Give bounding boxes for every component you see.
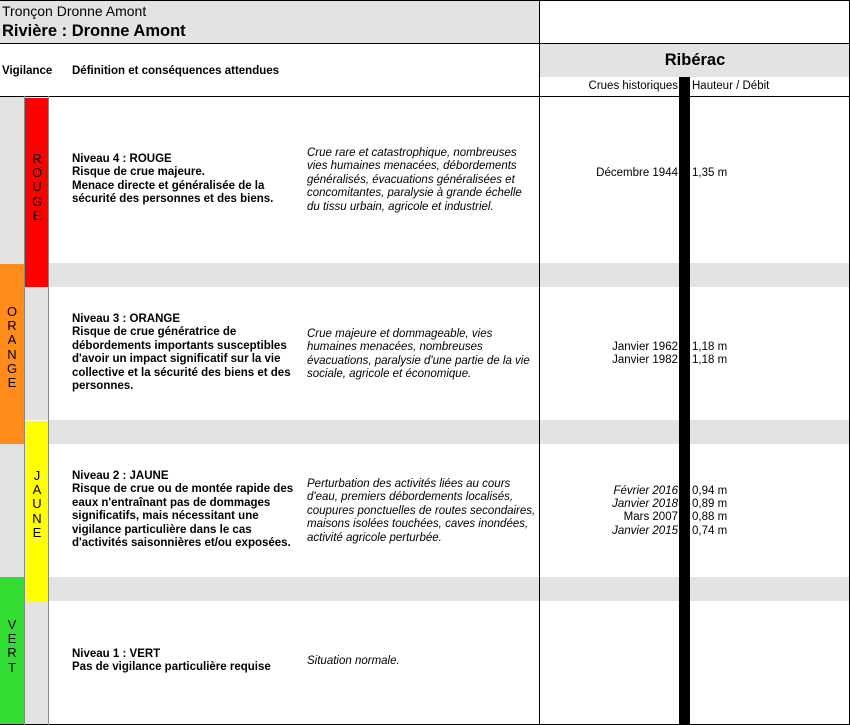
crue-hauteur: 0,89 m — [692, 498, 728, 511]
grid-line — [48, 96, 49, 725]
level-3-crues-hauteurs — [692, 341, 727, 367]
level-3-definition: Niveau 3 : ORANGE Risque de crue génératrice de débordements importants susceptibles d'avoir un impact significatif sur la vie collective et la sécurité des biens et des personnes. — [72, 313, 291, 393]
station-title: Ribérac — [664, 51, 726, 69]
level-4-definition: Niveau 4 : ROUGE Risque de crue majeure. Menace directe et généralisée de la sécurité des personnes et des biens. — [72, 153, 274, 206]
crue-hauteur: 0,88 m — [692, 511, 728, 524]
riviere-title: Rivière : Dronne Amont — [2, 22, 186, 40]
level-2-definition: Niveau 2 : JAUNE Risque de crue ou de montée rapide des eaux n'entraînant pas de dommages significatifs, mais nécessitant une vigilance particulière dans le cas d'activités saisonnières et/ou exposées. — [72, 470, 294, 550]
level-2-consequences: Perturbation des activités liées au cours d'eau, premiers débordements localisés, coupures ponctuelles de routes secondaires, maisons isolées touchées, caves inondées, activité agricole perturbée. — [307, 478, 536, 544]
level-2-crues-dates — [540, 485, 678, 538]
col-crues: Crues historiques — [588, 80, 678, 92]
crue-date: Janvier 1982 — [612, 354, 678, 367]
vigilance-col-bg — [0, 444, 24, 577]
vertical-label-rouge: R O U G E — [31, 151, 43, 223]
crue-hauteur: 1,18 m — [692, 354, 728, 367]
level-color-vert — [0, 577, 24, 725]
vertical-label-vert: V E R T — [7, 617, 17, 675]
level-color-rouge — [25, 98, 49, 287]
crue-hauteur: 1,18 m — [692, 341, 728, 353]
level-1-definition: Niveau 1 : VERT Pas de vigilance particulière requise — [72, 648, 271, 674]
level-color-orange — [0, 264, 24, 444]
crue-hauteur: 0,74 m — [692, 524, 728, 537]
vigilance-col-bg — [24, 287, 49, 420]
col-hauteur: Hauteur / Débit — [692, 80, 770, 92]
level-color-jaune — [25, 421, 49, 601]
crue-date: Janvier 2015 — [612, 524, 678, 537]
grid-line — [0, 96, 850, 97]
level-3-consequences: Crue majeure et dommageable, vies humaines menacées, nombreuses évacuations, paralysie d'une partie de la vie sociale, agricole et économique. — [307, 328, 530, 381]
grid-line — [0, 43, 850, 44]
grid-line — [0, 0, 850, 1]
level-1-consequences: Situation normale. — [307, 655, 400, 667]
level-4-crues-hauteurs — [692, 167, 727, 180]
level-2-crues-hauteurs — [692, 485, 727, 538]
station-divider-bar — [679, 77, 690, 725]
level-3-crues-dates — [540, 341, 678, 367]
separator-band — [49, 577, 850, 601]
crue-hauteur: 0,94 m — [692, 485, 728, 497]
crue-hauteur: 1,35 m — [692, 167, 728, 179]
vigilance-col-bg — [24, 601, 49, 725]
troncon-title: Tronçon Dronne Amont — [2, 3, 147, 19]
col-definition: Définition et conséquences attendues — [72, 65, 280, 77]
crue-date: Décembre 1944 — [596, 167, 678, 179]
vertical-label-orange: O R A N G E — [6, 304, 18, 391]
level-4-crues-dates — [540, 167, 678, 180]
col-vigilance: Vigilance — [2, 65, 53, 77]
separator-band — [49, 420, 850, 444]
level-4-consequences: Crue rare et catastrophique, nombreuses vies humaines menacées, débordements généralisés, évacuations généralisées et concomitantes, paralysie à grande échelle du tissu urbain, agricole et industriel. — [307, 147, 522, 213]
vertical-label-jaune: J A U N E — [32, 468, 42, 540]
crue-date: Février 2016 — [613, 485, 678, 497]
crue-date: Mars 2007 — [623, 511, 678, 524]
grid-line — [24, 96, 25, 725]
crue-date: Janvier 2018 — [612, 498, 678, 511]
crue-date: Janvier 1962 — [612, 341, 678, 353]
vigilance-col-bg — [0, 97, 24, 264]
separator-band — [49, 263, 850, 287]
